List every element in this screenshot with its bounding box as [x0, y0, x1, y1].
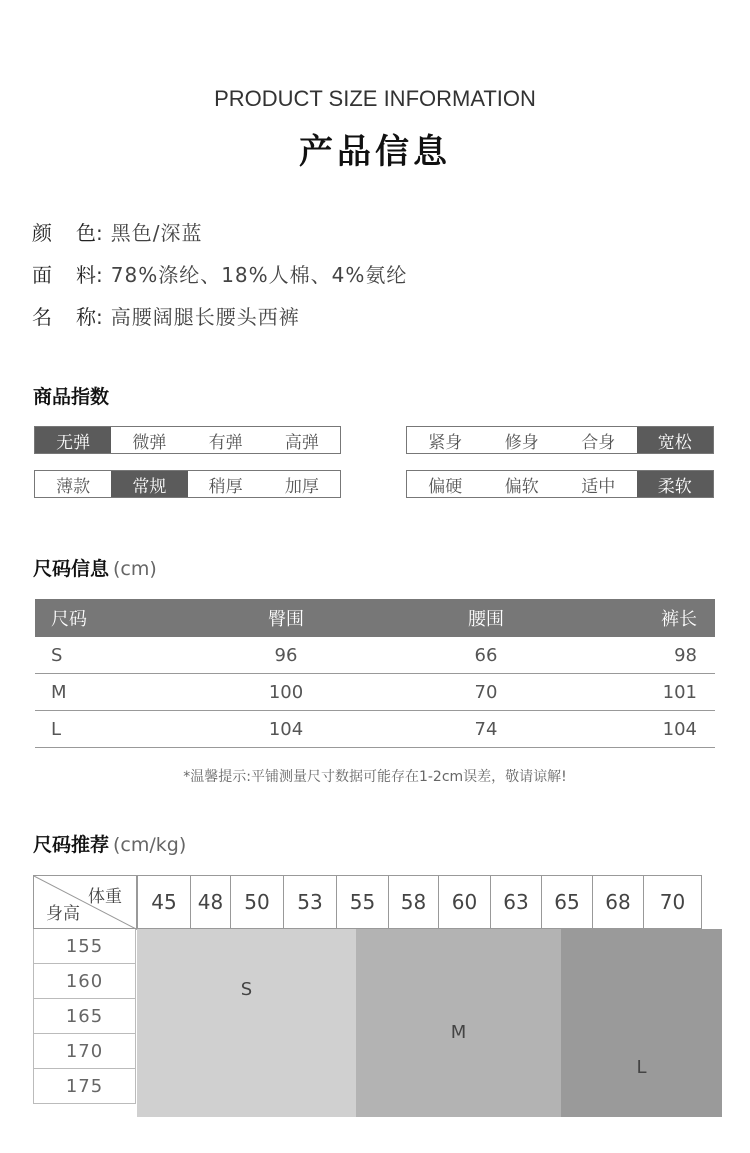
- table-cell: 96: [211, 637, 361, 674]
- scale-option: 合身: [581, 432, 616, 453]
- table-cell: M: [35, 674, 211, 711]
- scale-option: 有弹: [208, 432, 243, 453]
- info-label-char: 面: [32, 263, 52, 287]
- title-en: PRODUCT SIZE INFORMATION: [214, 86, 536, 111]
- size-info-title-text: 尺码信息: [33, 558, 110, 580]
- header-cell: 臀围: [211, 599, 361, 637]
- weight-header-cell: 63: [490, 875, 542, 929]
- scale-option: 偏软: [504, 476, 539, 497]
- weight-header-cell: 50: [230, 875, 284, 929]
- size-zone-label: M: [450, 1022, 467, 1043]
- table-cell: 70: [361, 674, 611, 711]
- weight-header-cell: 58: [388, 875, 439, 929]
- corner-height-label: 身高: [46, 904, 80, 924]
- table-row: [35, 637, 715, 674]
- info-value-color: 黑色/深蓝: [110, 221, 203, 245]
- table-cell: 101: [611, 674, 715, 711]
- scale-option: 偏硬: [428, 476, 463, 497]
- info-label-char: 名: [32, 305, 52, 329]
- size-recommend-grid: [33, 875, 722, 1117]
- scale-option: 柔软: [637, 471, 714, 497]
- header-cell: 腰围: [361, 599, 611, 637]
- scale-thickness: [34, 470, 341, 498]
- table-cell: 98: [611, 637, 715, 674]
- info-label-char: 颜: [32, 221, 52, 245]
- scale-option: 加厚: [284, 476, 319, 497]
- table-row: [35, 674, 715, 711]
- weight-header-cell: 68: [592, 875, 644, 929]
- weight-header-cell: 55: [336, 875, 389, 929]
- weight-header-cell: 60: [438, 875, 491, 929]
- table-cell: L: [35, 711, 211, 748]
- scale-option: 薄款: [56, 476, 91, 497]
- table-cell: S: [35, 637, 211, 674]
- weight-header-cell: 65: [541, 875, 593, 929]
- info-label-char: 称: [76, 305, 96, 329]
- measurement-note: *温馨提示:平铺测量尺寸数据可能存在1-2cm误差，敬请谅解!: [183, 769, 567, 785]
- scale-option: 微弹: [132, 432, 167, 453]
- table-row: [35, 711, 715, 748]
- info-value-name: 高腰阔腿长腰头西裤: [110, 305, 300, 329]
- scale-option: 常规: [111, 471, 187, 497]
- scale-option: 适中: [581, 476, 616, 497]
- info-colon: :: [96, 221, 103, 245]
- info-colon: :: [96, 305, 103, 329]
- corner-weight-label: 体重: [88, 887, 122, 907]
- table-cell: 100: [211, 674, 361, 711]
- size-info-unit: (cm): [113, 558, 157, 580]
- header-cell: 裤长: [611, 599, 715, 637]
- height-row-label: 160: [33, 964, 136, 999]
- weight-header-cell: 45: [137, 875, 191, 929]
- size-table: [35, 599, 715, 748]
- scale-option: 紧身: [428, 432, 463, 453]
- scale-fit: [406, 426, 714, 454]
- scale-option: 高弹: [284, 432, 319, 453]
- height-row-label: 170: [33, 1034, 136, 1069]
- info-colon: :: [96, 263, 103, 287]
- table-cell: 74: [361, 711, 611, 748]
- size-zone-label: L: [636, 1057, 647, 1078]
- info-label-char: 色: [76, 221, 96, 245]
- recommend-title-text: 尺码推荐: [33, 834, 110, 856]
- info-value-fabric: 78%涤纶、18%人棉、4%氨纶: [110, 263, 408, 287]
- weight-header-cell: 70: [643, 875, 702, 929]
- info-row-fabric: [32, 259, 407, 288]
- weight-header-cell: 53: [283, 875, 337, 929]
- size-zone-m: [356, 929, 561, 1117]
- height-row-label: 165: [33, 999, 136, 1034]
- scale-option: 修身: [504, 432, 539, 453]
- height-row-label: 155: [33, 929, 136, 964]
- header-cell: 尺码: [35, 599, 211, 637]
- scale-elasticity: [34, 426, 341, 454]
- recommend-title: [33, 830, 186, 857]
- corner-cell: [33, 875, 137, 929]
- weight-header-cell: 48: [190, 875, 231, 929]
- title-cn: 产品信息: [299, 132, 451, 172]
- scale-softness: [406, 470, 714, 498]
- table-cell: 104: [211, 711, 361, 748]
- recommend-unit: (cm/kg): [113, 834, 187, 856]
- height-row-label: 175: [33, 1069, 136, 1104]
- size-zone-l: [561, 929, 722, 1117]
- scale-option: 稍厚: [208, 476, 243, 497]
- size-zone-label: S: [240, 979, 253, 1000]
- size-zone-s: [137, 929, 356, 1117]
- info-row-name: [32, 301, 300, 330]
- table-cell: 66: [361, 637, 611, 674]
- indices-title: 商品指数: [33, 386, 110, 408]
- scale-option: 无弹: [35, 427, 111, 453]
- table-cell: 104: [611, 711, 715, 748]
- size-info-title: [33, 554, 157, 581]
- info-label-char: 料: [76, 263, 96, 287]
- info-row-color: [32, 217, 203, 246]
- scale-option: 宽松: [637, 427, 714, 453]
- size-table-header: [35, 599, 715, 637]
